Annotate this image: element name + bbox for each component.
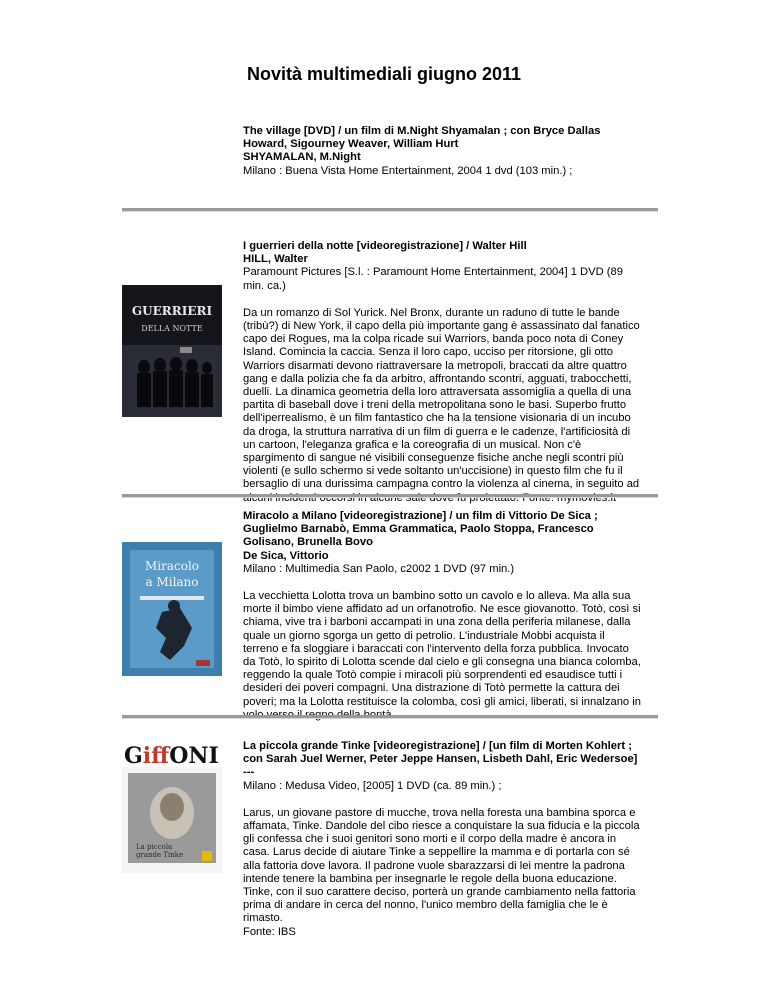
catalog-entry-miracolo-a-milano [243, 510, 643, 722]
separator-rule [122, 208, 658, 212]
entry-title: The village [DVD] / un film di M.Night Shyamalan ; con Bryce Dallas Howard, Sigourney Weaver, William Hurt [243, 125, 601, 151]
entry-title: Miracolo a Milano [videoregistrazione] / un film di Vittorio De Sica ; Guglielmo Barnabò, Emma Grammatica, Paolo Stoppa, Francesco Golisano, Brunella Bovo [243, 510, 598, 549]
entry-publication: Milano : Multimedia San Paolo, c2002 1 DVD (97 min.) [243, 562, 515, 575]
cover-guerrieri-della-notte [122, 285, 222, 417]
svg-text:DELLA NOTTE: DELLA NOTTE [141, 324, 203, 333]
cover-miracolo-text: Miracolo [144, 559, 200, 573]
entry-description: Da un romanzo di Sol Yurick. Nel Bronx, durante un raduno di tutte le bande (tribù?) di New York, il capo della più importante gang è assassinato dal fanatico capo dei Rogues, ma la colpa ricade sui Warriors, banda poco nota di Coney Island. Comincia la caccia. Senza il loro capo, ucciso per ritorsione, gli otto Warriors disarmati devono riattraversare la metropoli, braccati da altre quattro gang e dalla polizia che fa da arbitro, affrontando scontri, agguati, trabocchetti, duelli. La dinamica geometria della loro attraversata assomiglia a quella di una partita di baseball dove i treni della metropolitana sono le basi. Superbo frutto dell'iperrealismo, è un film fantastico che ha la tensione visionaria di un incubo da droga, la struttura narrativa di un film di guerra e le cadenze, l'artificiosità di un cartoon, l'eleganza grafica e la coreografia di un musical. Non c'è spargimento di sangue né visibili conseguenze fisiche anche negli scontri più violenti (e sullo schermo si vede soltanto un'uccisione) in questo film che fu il bersaglio di una durissima campagna contro la violenza al cinema, in seguito ad [243, 306, 640, 491]
entry-author: --- [243, 766, 255, 779]
cover-miracolo-a-milano [122, 542, 222, 676]
catalog-entry-the-village [243, 125, 643, 178]
svg-text:a Milano: a Milano [145, 575, 199, 589]
catalog-entry-piccola-grande-tinke [243, 740, 643, 939]
cover-tinke-logo: GiffONI [124, 743, 219, 769]
page-title: Novità multimediali giugno 2011 [246, 64, 522, 84]
cover-piccola-grande-tinke [122, 739, 222, 873]
entry-title: La piccola grande Tinke [videoregistrazione] / [un film di Morten Kohlert ; con Sarah Juel Werner, Peter Jeppe Hansen, Lisbeth Dahl, Eric Wedersoe] [243, 740, 638, 766]
cover-guerrieri-image [122, 285, 222, 417]
entry-description: La vecchietta Lolotta trova un bambino sotto un cavolo e lo alleva. Ma alla sua morte il bimbo viene affidato ad un orfanotrofio. Ne esce giovanotto. Totò, così si chiama, vive tra i barboni accampati in una zona della periferia milanese, dalla quale un giorno sgorga un getto di petrolio. L'industriale Mobbi acquista il terreno e fa sloggiare i baraccati con l'intervento della forza pubblica. Invocato da Totò, lo spirito di Lolotta scende dal cielo e gli consegna una bianca colomba, reggendo la quale Totò compie i miracoli più sorprendenti ed esaudisce tutti i desideri dei poveri compagni. Una distrazione di Totò permette la cattura dei poveri; ma la Lolotta restituisce la colomba, così gli amici, liberati, si innalzano in [243, 590, 641, 708]
cover-tinke-image [122, 739, 222, 873]
entry-publication: Milano : Buena Vista Home Entertainment, 2004 1 dvd (103 min.) ; [243, 164, 573, 177]
entry-title: I guerrieri della notte [videoregistrazione] / Walter Hill [243, 240, 527, 252]
entry-publication: Milano : Medusa Video, [2005] 1 DVD (ca. 89 min.) ; [243, 779, 502, 792]
entry-author: HILL, Walter [243, 253, 308, 266]
catalog-entry-guerrieri-della-notte [243, 240, 643, 505]
entry-source: Fonte: IBS [243, 925, 296, 938]
svg-text:La piccola: La piccola [136, 843, 173, 851]
svg-text:grande Tinke: grande Tinke [136, 851, 184, 859]
cover-guerrieri-text: GUERRIERI [131, 304, 213, 318]
cover-miracolo-image [122, 542, 222, 676]
separator-rule [122, 494, 658, 498]
separator-rule [122, 715, 658, 719]
entry-author: SHYAMALAN, M.Night [243, 151, 361, 164]
entry-publication: Paramount Pictures [S.l. : Paramount Home Entertainment, 2004] 1 DVD (89 min. ca.) [243, 266, 623, 292]
entry-description: Larus, un giovane pastore di mucche, trova nella foresta una bambina sporca e affamata, Tinke. Dandole del cibo riesce a conquistare la sua fiducia e la piccola gli confessa che i suoi genitori sono morti e il corpo della madre è ancora in casa. Larus decide di aiutare Tinke a seppellire la mamma e di portarla con sé alla fattoria dove lavora. Il padrone vuole sbarazzarsi di lei mentre la padrona intende tenere la bambina per insegnarle le regole della buona educazione. Tinke, con il suo carattere deciso, porterà un grande cambiamento nella fattoria prima di andare in cerca del nonno, l'unico membro della famiglia che le è rimasto. [243, 806, 640, 925]
entry-author: De Sica, Vittorio [243, 549, 329, 562]
